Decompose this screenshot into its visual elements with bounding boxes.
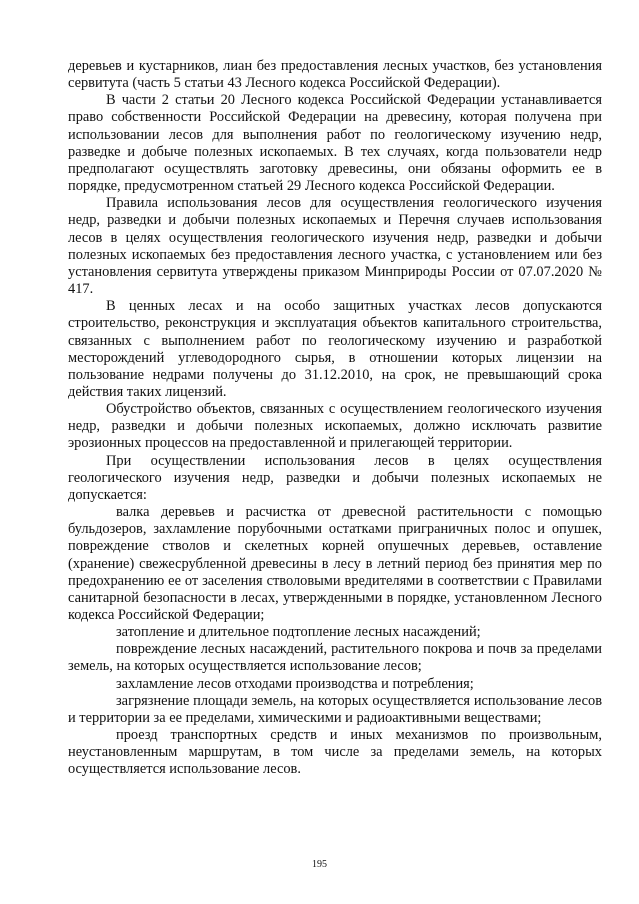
paragraph-wood-ownership: В части 2 статьи 20 Лесного кодекса Российской Федерации устанавливается право собственности Российской Федерации на древесину, которая получена при использовании лесов для выполнения работ по геологическому изучению недр, разведке и добыче полезных ископаемых. В тех случаях, когда пользователи недр предполагают осуществлять заготовку древесины, они обязаны оформить ее в порядке, предусмотренном статьей 29 Лесного кодекса Российской Федерации.	[68, 92, 602, 195]
list-item-pollution: загрязнение площади земель, на которых осуществляется использование лесов и территории за ее пределами, химическими и радиоактивными веществами;	[68, 692, 602, 726]
paragraph-valuable-forests: В ценных лесах и на особо защитных участках лесов допускаются строительство, реконструкция и эксплуатация объектов капитального строительства, связанных с выполнением работ по геологическому изучению и разработкой месторождений углеводородного сырья, в отношении которых лицензии на пользование недрами получены до 31.12.2010, на срок, не превышающий срока действия таких лицензий.	[68, 298, 602, 400]
paragraph-not-allowed-intro: При осуществлении использования лесов в целях осуществления геологического изучения недр, разведки и добычи полезных ископаемых не допускается:	[68, 452, 602, 503]
page-number: 195	[312, 859, 327, 870]
list-item-felling: валка деревьев и расчистка от древесной растительности с помощью бульдозеров, захламление порубочными остатками приграничных полос и опушек, повреждение стволов и скелетных корней опушечных деревьев, оставление (хранение) свежесрубленной древесины в лесу в летний период без принятия мер по предохранению ее от заселения стволовыми вредителями в соответствии с Правилами санитарной безопасности в лесах, утвержденными в порядке, установленном Лесного кодекса Российской Федерации;	[68, 504, 602, 623]
list-item-littering: захламление лесов отходами производства и потребления;	[116, 675, 474, 692]
list-item-flooding: затопление и длительное подтопление лесных насаждений;	[116, 624, 481, 641]
list-item-vehicles: проезд транспортных средств и иных механизмов по произвольным, неустановленным маршрутам, в том числе за пределами земель, на которых осуществляется использование лесов.	[68, 727, 602, 778]
paragraph-forest-use-rules: Правила использования лесов для осуществления геологического изучения недр, разведки и добычи полезных ископаемых и Перечня случаев использования лесов в целях осуществления геологического изучения недр, разведки и добычи полезных ископаемых без предоставления лесного участка, с установлением или без установления сервитута утверждены приказом Минприроды России от 07.07.2020 № 417.	[68, 195, 602, 298]
list-item-damage: повреждение лесных насаждений, растительного покрова и почв за пределами земель, на которых осуществляется использование лесов;	[68, 641, 602, 675]
paragraph-erosion: Обустройство объектов, связанных с осуществлением геологического изучения недр, разведки и добычи полезных ископаемых, должно исключать развитие эрозионных процессов на предоставленной и прилегающей территории.	[68, 401, 602, 452]
paragraph-continuation: деревьев и кустарников, лиан без предоставления лесных участков, без установления сервитута (часть 5 статьи 43 Лесного кодекса Российской Федерации).	[68, 58, 602, 92]
body-text	[68, 58, 602, 779]
